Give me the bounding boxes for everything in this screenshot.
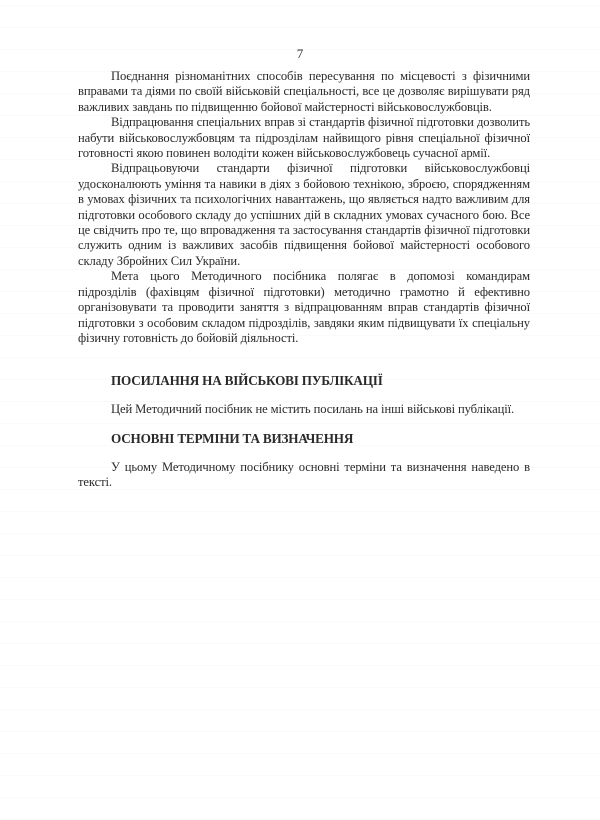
section-heading-terms-definitions: ОСНОВНІ ТЕРМІНИ ТА ВИЗНАЧЕННЯ: [111, 431, 354, 447]
paragraph-movement-combination: Поєднання різноманітних способів пересування по місцевості з фізичними вправами та діями по своїй військовій спеціальності, все це дозволяє вирішувати ряд важливих завдань по підвищенню бойової майстерності військовослужбовців.: [78, 69, 530, 114]
paragraph-no-references: Цей Методичний посібник не містить посилань на інші військові публікації.: [111, 401, 515, 416]
section-heading-military-publications: ПОСИЛАННЯ НА ВІЙСЬКОВІ ПУБЛІКАЦІЇ: [111, 373, 383, 389]
paragraph-terms-in-text: У цьому Методичному посібнику основні терміни та визначення наведено в тексті.: [78, 459, 530, 489]
paragraph-manual-purpose: Мета цього Методичного посібника полягає в допомозі командирам підрозділів (фахівцям фізичної підготовки) методично грамотно й ефективно організовувати та проводити заняття з відпрацюванням вправ стандартів фізичної підготовки з особовим складом підрозділів, завдяки яким підвищувати їх спеціальну фізичну готовність до бойовій діяльності.: [78, 269, 530, 345]
paragraph-standards-practice: Відпрацьовуючи стандарти фізичної підготовки військовослужбовці удосконалюють уміння та навики в діях з бойовою технікою, зброєю, спорядженням в умовах фізичних та психологічних навантажень, що являється надто важливим для підготовки особового складу до успішних дій в складних умовах сучасного бою. Все це свідчить про те, що впровадження та застосування стандартів фізичної підготовки служить одним із важливих засобів підвищення бойової майстерності особового складу Збройних Сил України.: [78, 161, 530, 268]
page-content: [78, 69, 530, 490]
paragraph-special-exercises: Відпрацювання спеціальних вправ зі стандартів фізичної підготовки дозволить набути військовослужбовцям та підрозділам найвищого рівня спеціальної фізичної готовності якою повинен володіти кожен військовослужбовець сучасної армії.: [78, 115, 530, 161]
page-number: 7: [296, 46, 304, 61]
